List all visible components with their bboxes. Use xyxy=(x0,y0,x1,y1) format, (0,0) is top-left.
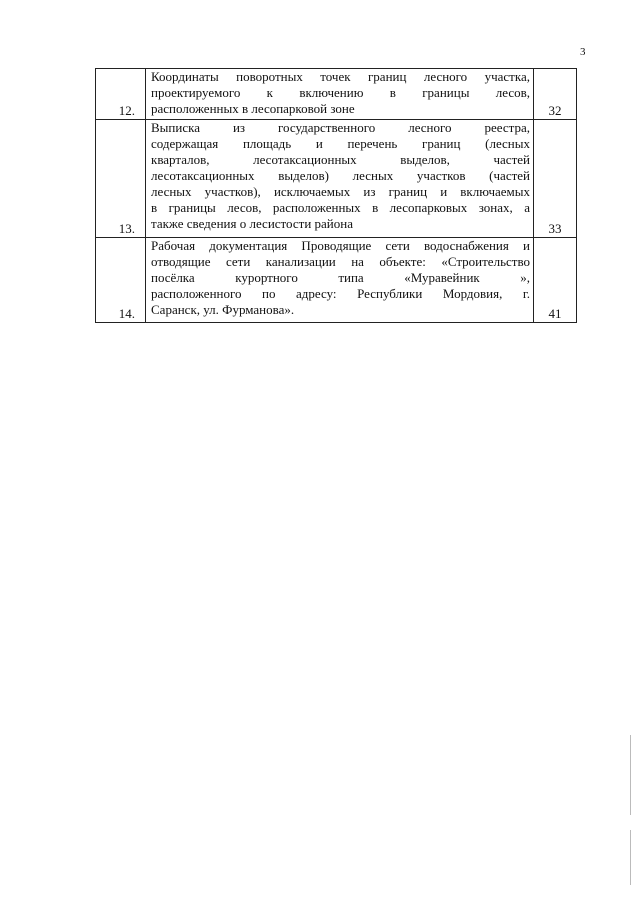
title-line: расположенных в лесопарковой зоне xyxy=(151,101,355,116)
title-line: посёлка курортного типа «Муравейник », xyxy=(151,270,530,285)
row-page-number: 41 xyxy=(534,238,577,323)
row-title xyxy=(146,238,534,323)
row-number: 14. xyxy=(96,238,146,323)
contents-table xyxy=(95,68,577,323)
title-line: кварталов, лесотаксационных выделов, частей xyxy=(151,152,530,167)
title-line: Рабочая документация Проводящие сети водоснабжения и xyxy=(151,238,530,253)
title-line: лесотаксационных выделов) лесных участков (частей xyxy=(151,168,530,183)
scan-margin-mark xyxy=(630,735,631,815)
title-line: Выписка из государственного лесного реестра, xyxy=(151,120,530,135)
row-number: 12. xyxy=(96,69,146,120)
page-number: 3 xyxy=(580,46,586,58)
table-row xyxy=(96,238,577,323)
title-line: Саранск, ул. Фурманова». xyxy=(151,302,295,317)
table-row xyxy=(96,120,577,238)
row-page-number: 33 xyxy=(534,120,577,238)
title-line: содержащая площадь и перечень границ (лесных xyxy=(151,136,530,151)
title-line: в границы лесов, расположенных в лесопарковых зонах, а xyxy=(151,200,530,215)
title-line: отводящие сети канализации на объекте: «Строительство xyxy=(151,254,530,269)
title-line: расположенного по адресу: Республики Мордовия, г. xyxy=(151,286,530,301)
title-line: Координаты поворотных точек границ лесного участка, xyxy=(151,69,530,84)
title-line: также сведения о лесистости района xyxy=(151,216,353,231)
scan-margin-mark xyxy=(630,830,631,885)
row-title xyxy=(146,120,534,238)
table-row xyxy=(96,69,577,120)
row-title xyxy=(146,69,534,120)
row-page-number: 32 xyxy=(534,69,577,120)
title-line: проектируемого к включению в границы лесов, xyxy=(151,85,530,100)
row-number: 13. xyxy=(96,120,146,238)
title-line: лесных участков), исключаемых из границ и включаемых xyxy=(151,184,530,199)
